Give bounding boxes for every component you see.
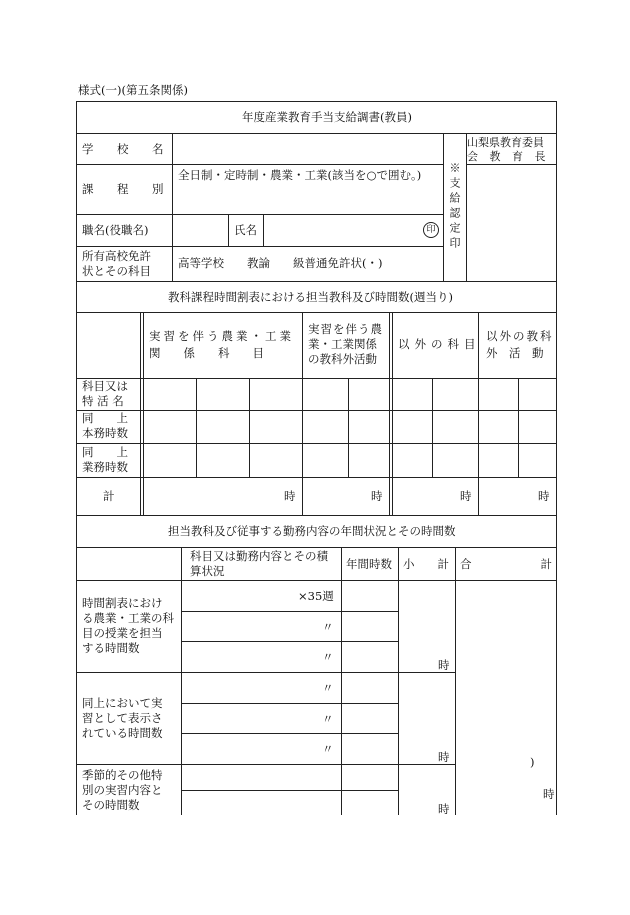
row-same-main-line2: 本務時数 [82, 426, 128, 440]
position-label: 職名(役職名) [82, 223, 149, 237]
license-label-1: 所有高校免許 [82, 249, 151, 263]
total-hour-1: 時 [284, 489, 296, 503]
block1-line3: 目の授業を担当 [82, 626, 163, 640]
row-subject-line1: 科目又は [82, 379, 128, 393]
col-content-line2: 算状況 [190, 564, 225, 578]
grand-total-hour: 時 [543, 787, 555, 801]
col-other-extra-line1: 以外の教科 [486, 329, 554, 343]
col-practical-extra-line3: の教科外活動 [308, 352, 377, 366]
form-label: 様式(一)(第五条関係) [78, 83, 188, 97]
col-total: 合 計 [460, 557, 552, 571]
course-options: 全日制・定時制・農業・工業(該当を○で囲む。) [178, 168, 422, 182]
ditto-3: 〃 [322, 681, 334, 695]
section1-title: 教科課程時間割表における担当教科及び時間数(週当り) [168, 290, 453, 304]
approver-line1: 山梨県教育委員 [467, 136, 544, 149]
section2-title: 担当教科及び従事する勤務内容の年間状況とその時間数 [168, 524, 456, 538]
row-same-main-line1: 同 上 [82, 411, 128, 425]
block3-line1: 季節的その他特 [82, 768, 163, 782]
row-same-work-line1: 同 上 [82, 445, 128, 459]
total-hour-2: 時 [371, 489, 383, 503]
ditto-4: 〃 [322, 712, 334, 726]
block3-line2: 別の実習内容と [82, 783, 163, 797]
col-other: 以外の科目 [398, 337, 481, 351]
row-total: 計 [103, 489, 115, 503]
col-practical-line1: 実習を伴う農業・工業 [149, 329, 294, 343]
col-content-line1: 科目又は勤務内容とその積 [190, 549, 328, 563]
col-practical-line2: 関 係 科 目 [149, 346, 264, 360]
name-label: 氏名 [234, 223, 257, 237]
subtotal-hour-1: 時 [438, 658, 450, 672]
course-label: 課 程 別 [82, 182, 170, 196]
block2-line1: 同上において実 [82, 696, 163, 710]
ditto-1: 〃 [322, 620, 334, 634]
subtotal-hour-3: 時 [438, 802, 450, 816]
block1-line2: る農業・工業の科 [82, 611, 174, 625]
school-label: 学 校 名 [82, 142, 170, 156]
form-title: 年度産業教育手当支給調書(教員) [242, 110, 412, 124]
ditto-2: 〃 [322, 650, 334, 664]
weeks-35: ×35週 [298, 589, 334, 603]
approver-line2: 会 教 育 長 [467, 150, 550, 163]
approval-seal-label: ※支給認定印 [448, 162, 461, 252]
total-hour-3: 時 [460, 489, 472, 503]
col-practical-extra-line1: 実習を伴う農 [308, 322, 383, 336]
license-text: 高等学校 教論 級普通免許状(・) [178, 256, 383, 270]
block1-line4: する時間数 [82, 641, 140, 655]
ditto-5: 〃 [322, 742, 334, 756]
row-same-work-line2: 業務時数 [82, 460, 128, 474]
col-practical-extra-line2: 業・工業関係 [308, 337, 377, 351]
row-subject-line2: 特 活 名 [82, 394, 124, 408]
subtotal-hour-2: 時 [438, 750, 450, 764]
col-annual: 年間時数 [346, 557, 392, 571]
seal-mark: 印 [423, 222, 439, 238]
paren-close: ) [530, 755, 535, 769]
total-hour-4: 時 [538, 489, 550, 503]
license-label-2: 状とその科目 [82, 264, 151, 278]
col-other-extra-line2: 外 活 動 [486, 346, 544, 360]
block3-line3: その時間数 [82, 798, 140, 812]
block1-line1: 時間割表におけ [82, 596, 163, 610]
col-subtotal: 小 計 [403, 557, 449, 571]
block2-line3: れている時間数 [82, 726, 163, 740]
block2-line2: 習として表示さ [82, 711, 163, 725]
